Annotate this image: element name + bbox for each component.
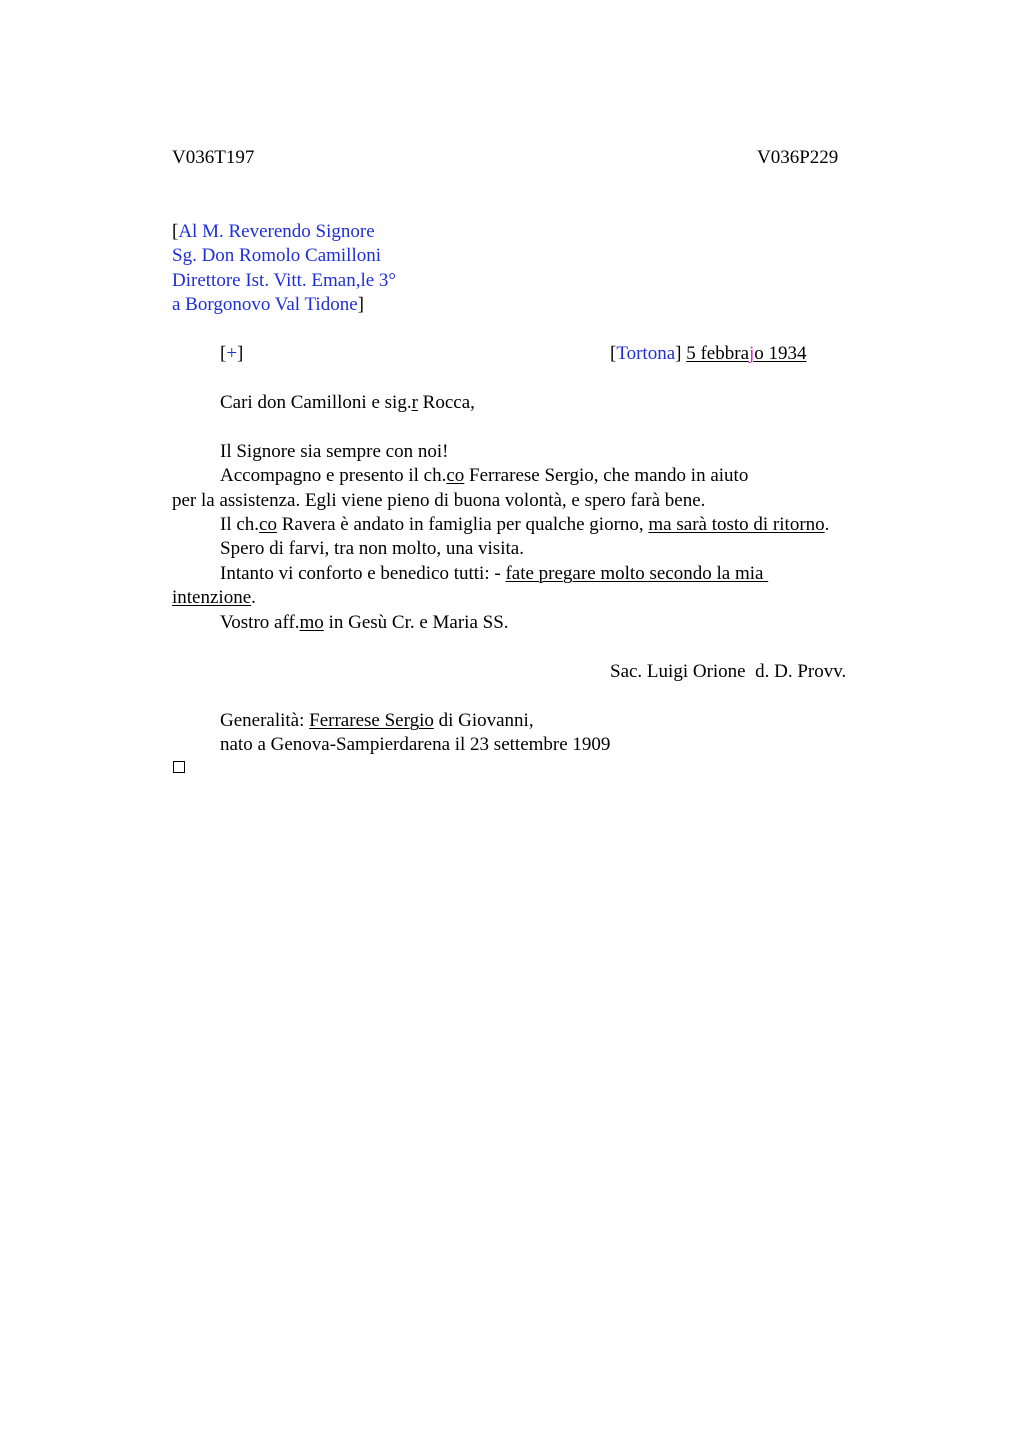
address-line-4: a Borgonovo Val Tidone] [172, 294, 364, 315]
body-line-7: intenzione. [172, 587, 256, 608]
place-name: Tortona [616, 343, 676, 364]
address-line-3: Direttore Ist. Vitt. Eman,le 3° [172, 270, 397, 291]
salutation: Cari don Camilloni e sig.r Rocca, [220, 392, 475, 413]
body-line-3: per la assistenza. Egli viene pieno di buona volontà, e spero farà bene. [172, 490, 706, 511]
body-line-2: Accompagno e presento il ch.co Ferrarese Sergio, che mando in aiuto [220, 465, 749, 486]
letter-date: 5 febbrajo 1934 [686, 343, 807, 364]
generalita-line-2: nato a Genova-Sampierdarena il 23 settembre 1909 [220, 734, 611, 755]
document-code-left: V036T197 [172, 147, 255, 168]
cross-mark: [+] [220, 343, 244, 364]
address-line-2: Sg. Don Romolo Camilloni [172, 245, 382, 266]
body-line-4: Il ch.co Ravera è andato in famiglia per qualche giorno, ma sarà tosto di ritorno. [220, 514, 830, 535]
generalita-line-1: Generalità: Ferrarese Sergio di Giovanni, [220, 710, 534, 731]
signature: Sac. Luigi Orione d. D. Provv. [610, 661, 847, 682]
body-line-6: Intanto vi conforto e benedico tutti: - fate pregare molto secondo la mia [220, 563, 769, 584]
body-line-5: Spero di farvi, tra non molto, una visita. [220, 538, 524, 559]
document-code-right: V036P229 [757, 147, 839, 168]
dateline: [Tortona] 5 febbrajo 1934 [610, 343, 807, 364]
end-mark-box [173, 761, 185, 773]
address-line-1: [Al M. Reverendo Signore [172, 221, 375, 242]
body-line-8: Vostro aff.mo in Gesù Cr. e Maria SS. [220, 612, 509, 633]
body-line-1: Il Signore sia sempre con noi! [220, 441, 449, 462]
